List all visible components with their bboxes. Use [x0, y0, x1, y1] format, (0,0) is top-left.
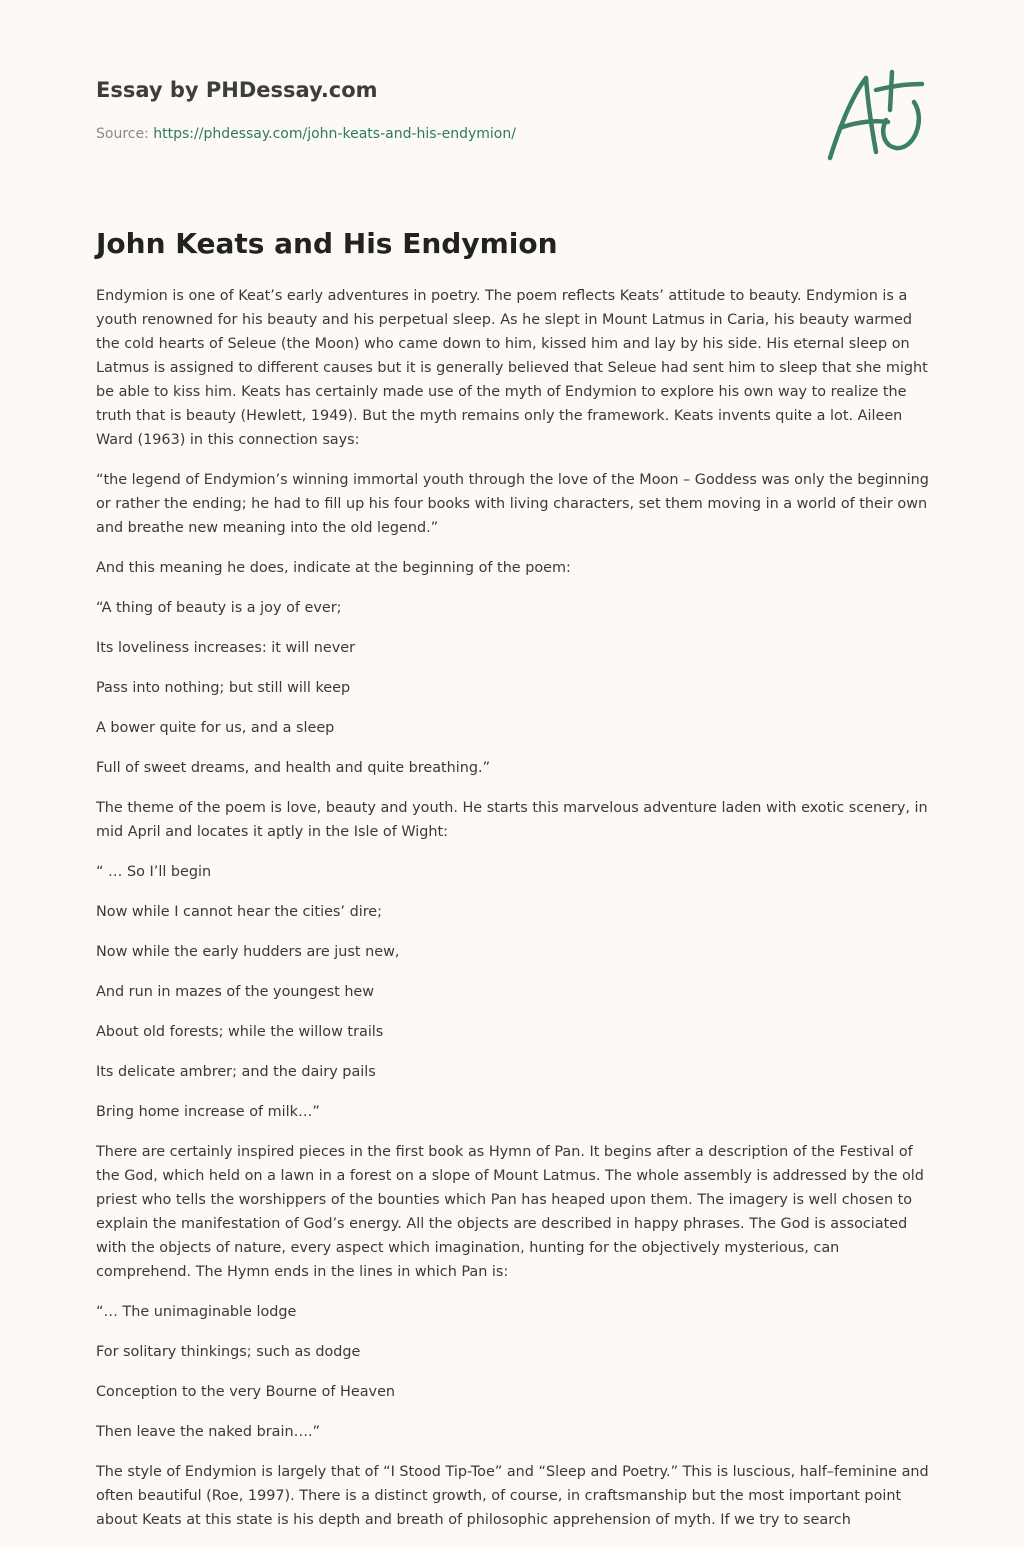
source-link[interactable]: https://phdessay.com/john-keats-and-his-endymion/ [153, 126, 516, 142]
poem-line: And run in mazes of the youngest hew [96, 984, 375, 1000]
paragraph: “the legend of Endymion’s winning immortal youth through the love of the Moon – Goddess was only the beginning or rather the ending; he had to fill up his four books with living characters, set them moving in a world of their own and breathe new meaning into the old legend.” [96, 472, 929, 536]
source-line [96, 124, 796, 144]
essay-title: John Keats and His Endymion [96, 227, 558, 260]
poem-line: “ … So I’ll begin [96, 864, 212, 880]
poem-line: A bower quite for us, and a sleep [96, 720, 335, 736]
poem-line: Then leave the naked brain….” [96, 1424, 320, 1440]
poem-line: “… The unimaginable lodge [96, 1304, 297, 1320]
poem-line: “A thing of beauty is a joy of ever; [96, 600, 342, 616]
poem-line: Its delicate ambrer; and the dairy pails [96, 1064, 376, 1080]
poem-line: For solitary thinkings; such as dodge [96, 1344, 361, 1360]
paragraph: And this meaning he does, indicate at the beginning of the poem: [96, 560, 571, 576]
brand-name: Essay by PHDessay.com [96, 78, 378, 102]
poem-line: Now while I cannot hear the cities’ dire; [96, 904, 382, 920]
paragraph: Endymion is one of Keat’s early adventures in poetry. The poem reflects Keats’ attitude to beauty. Endymion is a youth renowned for his beauty and his perpetual sleep. As he slept in Mount Latmus in Caria, his beauty warmed the cold hearts of Seleue (the Moon) who came down to him, kissed him and lay by his side. His eternal sleep on Latmus is assigned to different causes but it is generally believed that Seleue had sent him to sleep that she might be able to kiss him. Keats has certainly made use of the myth of Endymion to explore his own way to realize the truth that is beauty (Hewlett, 1949). But the myth remains only the framework. Keats invents quite a lot. Aileen Ward (1963) in this connection says: [96, 288, 928, 448]
poem-line: Conception to the very Bourne of Heaven [96, 1384, 396, 1400]
paragraph: There are certainly inspired pieces in the first book as Hymn of Pan. It begins after a description of the Festival of the God, which held on a lawn in a forest on a slope of Mount Latmus. The whole assembly is addressed by the old priest who tells the worshippers of the bounties which Pan has heaped upon them. The imagery is well chosen to explain the manifestation of God’s energy. All the objects are described in happy phrases. The God is associated with the objects of nature, every aspect which imagination, hunting for the objectively mysterious, can comprehend. The Hymn ends in the lines in which Pan is: [96, 1144, 924, 1280]
essay-header [96, 76, 796, 144]
paragraph: The style of Endymion is largely that of “I Stood Tip-Toe” and “Sleep and Poetry.” This is luscious, half–feminine and often beautiful (Roe, 1997). There is a distinct growth, of course, in craftsmanship but the most important point about Keats at this state is his depth and breath of philosophic apprehension of myth. If we try to search [96, 1464, 929, 1528]
source-label: Source: [96, 126, 154, 142]
paragraph: The theme of the poem is love, beauty and youth. He starts this marvelous adventure laden with exotic scenery, in mid April and locates it aptly in the Isle of Wight: [96, 800, 928, 840]
essay-body [96, 284, 932, 1548]
poem-line: Full of sweet dreams, and health and quite breathing.” [96, 760, 491, 776]
poem-line: Bring home increase of milk…” [96, 1104, 320, 1120]
poem-line: Its loveliness increases: it will never [96, 640, 356, 656]
poem-line: Pass into nothing; but still will keep [96, 680, 351, 696]
a-plus-logo-icon [822, 66, 930, 166]
poem-line: About old forests; while the willow trails [96, 1024, 384, 1040]
poem-line: Now while the early hudders are just new, [96, 944, 400, 960]
